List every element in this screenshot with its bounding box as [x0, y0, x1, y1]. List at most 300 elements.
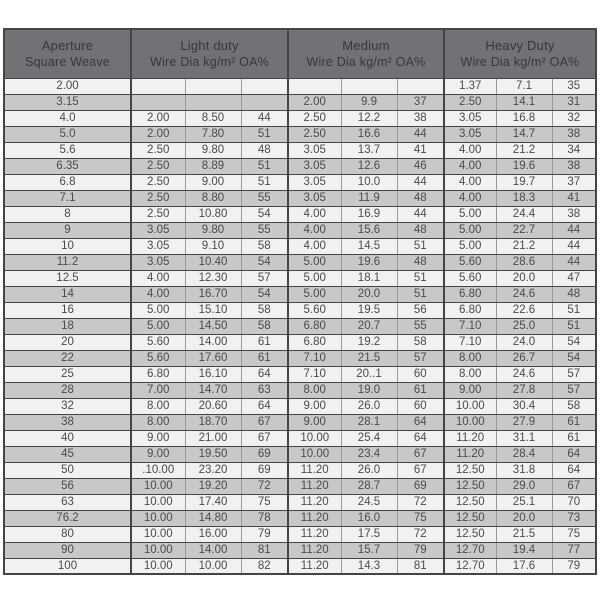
table-cell: 21.2: [496, 142, 552, 158]
table-cell: 24.0: [496, 334, 552, 350]
table-cell: 6.35: [4, 158, 131, 174]
table-cell: 17.6: [496, 558, 552, 574]
table-cell: 10.40: [185, 254, 241, 270]
table-cell: 57: [397, 350, 444, 366]
table-cell: 14.70: [185, 382, 241, 398]
table-cell: 10.00: [131, 526, 185, 542]
table-cell: 19.0: [341, 382, 397, 398]
table-cell: 5.0: [4, 126, 131, 142]
table-cell: 16.10: [185, 366, 241, 382]
table-cell: 81: [241, 542, 288, 558]
table-cell: 16: [4, 302, 131, 318]
table-cell: 28.7: [341, 478, 397, 494]
table-row: [4, 510, 596, 526]
table-cell: 26.7: [496, 350, 552, 366]
table-cell: 82: [241, 558, 288, 574]
table-cell: 5.6: [4, 142, 131, 158]
table-cell: 32: [552, 110, 596, 126]
table-cell: 51: [552, 318, 596, 334]
table-cell: 2.50: [131, 158, 185, 174]
table-cell: 15.6: [341, 222, 397, 238]
table-cell: 45: [4, 446, 131, 462]
table-cell: 38: [4, 414, 131, 430]
table-row: [4, 446, 596, 462]
table-cell: [397, 78, 444, 94]
table-cell: 64: [552, 446, 596, 462]
table-cell: 63: [241, 382, 288, 398]
table-cell: 21.5: [496, 526, 552, 542]
table-cell: 20..1: [341, 366, 397, 382]
table-row: [4, 462, 596, 478]
table-cell: 8.50: [185, 110, 241, 126]
table-cell: 11.20: [288, 526, 341, 542]
table-cell: 18.1: [341, 270, 397, 286]
table-cell: 3.05: [444, 110, 496, 126]
table-cell: 3.05: [288, 142, 341, 158]
table-cell: 3.05: [444, 126, 496, 142]
table-cell: 11.20: [288, 542, 341, 558]
table-cell: 44: [397, 174, 444, 190]
table-cell: 10.00: [131, 510, 185, 526]
table-cell: 28: [4, 382, 131, 398]
table-cell: 12.6: [341, 158, 397, 174]
table-cell: 2.50: [131, 142, 185, 158]
table-row: [4, 398, 596, 414]
table-row: [4, 254, 596, 270]
table-cell: 28.1: [341, 414, 397, 430]
table-cell: 16.70: [185, 286, 241, 302]
table-cell: 77: [552, 542, 596, 558]
header-light-duty-line2: Wire Dia kg/m² OA%: [150, 55, 269, 70]
table-row: [4, 94, 596, 110]
table-cell: 24.6: [496, 286, 552, 302]
table-cell: 60: [397, 366, 444, 382]
table-row: [4, 206, 596, 222]
table-cell: 37: [397, 94, 444, 110]
table-cell: 55: [241, 222, 288, 238]
table-cell: 5.60: [444, 254, 496, 270]
table-row: [4, 110, 596, 126]
table-cell: 7.10: [288, 366, 341, 382]
table-cell: 1.37: [444, 78, 496, 94]
table-cell: 16.8: [496, 110, 552, 126]
table-cell: 35: [552, 78, 596, 94]
table-cell: 5.00: [288, 254, 341, 270]
table-cell: 2.50: [444, 94, 496, 110]
table-cell: 79: [397, 542, 444, 558]
table-cell: 48: [397, 190, 444, 206]
table-cell: 5.60: [131, 334, 185, 350]
table-cell: 7.1: [496, 78, 552, 94]
table-cell: 2.50: [288, 110, 341, 126]
table-row: [4, 286, 596, 302]
table-cell: 31.1: [496, 430, 552, 446]
table-cell: 61: [241, 350, 288, 366]
table-cell: 9.00: [131, 430, 185, 446]
table-cell: 5.00: [444, 238, 496, 254]
table-cell: 4.00: [288, 206, 341, 222]
table-cell: 12.50: [444, 494, 496, 510]
table-cell: 54: [552, 334, 596, 350]
table-row: [4, 302, 596, 318]
table-cell: 38: [552, 206, 596, 222]
table-cell: 51: [241, 126, 288, 142]
table-cell: 75: [552, 526, 596, 542]
table-cell: 20.0: [341, 286, 397, 302]
table-header: [4, 29, 596, 78]
table-cell: 8.00: [444, 350, 496, 366]
table-cell: 10.00: [444, 398, 496, 414]
header-heavy-duty-line1: Heavy Duty: [485, 38, 555, 54]
table-cell: 67: [241, 430, 288, 446]
table-cell: 48: [241, 142, 288, 158]
table-row: [4, 142, 596, 158]
table-cell: 79: [552, 558, 596, 574]
table-cell: 16.6: [341, 126, 397, 142]
table-cell: 51: [397, 238, 444, 254]
table-cell: 73: [552, 510, 596, 526]
table-cell: 9.00: [288, 414, 341, 430]
table-cell: 54: [241, 206, 288, 222]
table-cell: 32: [4, 398, 131, 414]
table-cell: 23.20: [185, 462, 241, 478]
table-cell: 67: [241, 414, 288, 430]
table-cell: 48: [397, 254, 444, 270]
table-cell: 75: [397, 510, 444, 526]
table-cell: 20.0: [496, 510, 552, 526]
table-cell: 21.2: [496, 238, 552, 254]
table-cell: 18.70: [185, 414, 241, 430]
table-cell: 63: [4, 494, 131, 510]
table-cell: 2.00: [131, 126, 185, 142]
table-cell: 75: [241, 494, 288, 510]
table-cell: [185, 94, 241, 110]
table-cell: 10.0: [341, 174, 397, 190]
header-aperture: [4, 29, 131, 78]
table-cell: 48: [397, 222, 444, 238]
table-cell: 100: [4, 558, 131, 574]
table-cell: 81: [397, 558, 444, 574]
table-cell: 28.4: [496, 446, 552, 462]
table-cell: 10.00: [288, 430, 341, 446]
table-cell: 64: [552, 462, 596, 478]
table-cell: 12.50: [444, 478, 496, 494]
header-row: [4, 29, 596, 78]
table-cell: 21.5: [341, 350, 397, 366]
table-cell: 2.50: [131, 190, 185, 206]
table-cell: 19.7: [496, 174, 552, 190]
table-cell: 23.4: [341, 446, 397, 462]
table-row: [4, 558, 596, 574]
table-cell: 16.9: [341, 206, 397, 222]
table-cell: [288, 78, 341, 94]
table-cell: 11.20: [288, 558, 341, 574]
table-cell: 5.00: [131, 318, 185, 334]
table-cell: 58: [241, 238, 288, 254]
table-cell: 46: [397, 158, 444, 174]
table-cell: 3.15: [4, 94, 131, 110]
table-cell: 5.00: [288, 286, 341, 302]
table-cell: 58: [552, 398, 596, 414]
table-cell: 55: [241, 190, 288, 206]
table-cell: 7.10: [288, 350, 341, 366]
table-cell: 20.7: [341, 318, 397, 334]
table-cell: 20.60: [185, 398, 241, 414]
table-cell: 51: [241, 158, 288, 174]
table-cell: 4.00: [131, 286, 185, 302]
table-cell: 8.00: [444, 366, 496, 382]
table-cell: 9.9: [341, 94, 397, 110]
table-cell: 54: [241, 286, 288, 302]
table-cell: 5.60: [288, 302, 341, 318]
table-cell: 72: [397, 526, 444, 542]
table-cell: 12.70: [444, 558, 496, 574]
table-cell: 24.5: [341, 494, 397, 510]
table-cell: 11.20: [444, 430, 496, 446]
table-row: [4, 174, 596, 190]
table-cell: 4.00: [131, 270, 185, 286]
table-cell: 26.0: [341, 398, 397, 414]
table-cell: 69: [397, 478, 444, 494]
table-cell: 11.20: [288, 478, 341, 494]
table-cell: 25.1: [496, 494, 552, 510]
table-row: [4, 526, 596, 542]
table-cell: 7.10: [444, 318, 496, 334]
table-cell: 64: [241, 398, 288, 414]
table-row: [4, 478, 596, 494]
table-cell: 11.20: [444, 446, 496, 462]
table-cell: 3.05: [131, 238, 185, 254]
mesh-spec-table: [3, 28, 597, 575]
table-cell: 14.1: [496, 94, 552, 110]
table-cell: 78: [241, 510, 288, 526]
table-cell: 2.50: [131, 206, 185, 222]
table-cell: 10.00: [444, 414, 496, 430]
header-medium-line2: Wire Dia kg/m² OA%: [306, 55, 426, 70]
header-heavy-duty-line2: Wire Dia kg/m² OA%: [460, 55, 580, 70]
table-cell: 6.80: [288, 318, 341, 334]
header-light-duty: [131, 29, 288, 78]
table-row: [4, 334, 596, 350]
table-cell: 4.00: [444, 174, 496, 190]
table-cell: 61: [241, 334, 288, 350]
table-cell: 38: [552, 126, 596, 142]
table-cell: 6.80: [131, 366, 185, 382]
table-cell: [341, 78, 397, 94]
table-cell: 20: [4, 334, 131, 350]
table-cell: 19.2: [341, 334, 397, 350]
table-row: [4, 542, 596, 558]
table-cell: 57: [552, 366, 596, 382]
table-cell: 7.1: [4, 190, 131, 206]
table-cell: 3.05: [131, 254, 185, 270]
table-cell: 9.00: [131, 446, 185, 462]
table-cell: 57: [241, 270, 288, 286]
table-cell: 41: [552, 190, 596, 206]
table-cell: 2.00: [4, 78, 131, 94]
table-cell: 6.8: [4, 174, 131, 190]
table-cell: 12.2: [341, 110, 397, 126]
table-cell: 60: [397, 398, 444, 414]
table-cell: 31: [552, 94, 596, 110]
table-cell: 12.5: [4, 270, 131, 286]
table-cell: 12.50: [444, 462, 496, 478]
header-aperture-line2: Square Weave: [25, 55, 110, 70]
table-row: [4, 366, 596, 382]
table-cell: 4.00: [444, 158, 496, 174]
table-row: [4, 414, 596, 430]
table-cell: 12.50: [444, 510, 496, 526]
table-cell: 14.80: [185, 510, 241, 526]
table-cell: 44: [397, 126, 444, 142]
table-cell: 15.7: [341, 542, 397, 558]
table-cell: 25.0: [496, 318, 552, 334]
table-cell: 38: [397, 110, 444, 126]
table-cell: 18.3: [496, 190, 552, 206]
table-cell: 56: [397, 302, 444, 318]
table-cell: 8.00: [131, 398, 185, 414]
table-cell: 4.00: [288, 222, 341, 238]
table-cell: 14.5: [341, 238, 397, 254]
header-light-duty-line1: Light duty: [180, 38, 239, 54]
header-aperture-line1: Aperture: [41, 38, 94, 54]
table-cell: 27.9: [496, 414, 552, 430]
table-cell: 8.80: [185, 190, 241, 206]
table-row: [4, 222, 596, 238]
table-row: [4, 238, 596, 254]
table-cell: 67: [552, 478, 596, 494]
table-cell: 67: [397, 446, 444, 462]
table-cell: 9.00: [185, 174, 241, 190]
table-cell: 22: [4, 350, 131, 366]
table-cell: 12.30: [185, 270, 241, 286]
table-cell: 17.5: [341, 526, 397, 542]
table-cell: 8.89: [185, 158, 241, 174]
table-cell: 55: [397, 318, 444, 334]
table-cell: 22.7: [496, 222, 552, 238]
table-cell: 12.50: [444, 526, 496, 542]
table-cell: 64: [397, 414, 444, 430]
table-cell: 3.05: [288, 174, 341, 190]
table-cell: 22.6: [496, 302, 552, 318]
table-cell: 4.00: [444, 142, 496, 158]
table-cell: 18: [4, 318, 131, 334]
table-row: [4, 430, 596, 446]
table-cell: 2.00: [288, 94, 341, 110]
table-cell: 5.00: [131, 302, 185, 318]
table-cell: [185, 78, 241, 94]
table-cell: 5.00: [444, 222, 496, 238]
table-cell: 7.10: [444, 334, 496, 350]
table-cell: 69: [241, 446, 288, 462]
table-cell: 76.2: [4, 510, 131, 526]
table-cell: 44: [241, 110, 288, 126]
table-cell: 6.80: [288, 334, 341, 350]
table-cell: 15.10: [185, 302, 241, 318]
table-cell: 8.00: [131, 414, 185, 430]
table-cell: 12.70: [444, 542, 496, 558]
table-cell: 10.00: [288, 446, 341, 462]
table-row: [4, 382, 596, 398]
table-cell: 5.00: [288, 270, 341, 286]
table-cell: 10: [4, 238, 131, 254]
table-cell: 41: [397, 142, 444, 158]
table-cell: 54: [552, 350, 596, 366]
table-cell: 14.7: [496, 126, 552, 142]
table-cell: 67: [397, 462, 444, 478]
table-cell: 58: [397, 334, 444, 350]
table-cell: 6.80: [444, 286, 496, 302]
table-cell: 19.20: [185, 478, 241, 494]
table-cell: 64: [397, 430, 444, 446]
table-cell: 64: [241, 366, 288, 382]
table-cell: 10.00: [131, 494, 185, 510]
table-cell: 5.60: [131, 350, 185, 366]
table-cell: 14.50: [185, 318, 241, 334]
table-cell: 44: [552, 238, 596, 254]
table-cell: 6.80: [444, 302, 496, 318]
table-cell: [131, 94, 185, 110]
table-cell: 14.00: [185, 334, 241, 350]
table-cell: 16.00: [185, 526, 241, 542]
table-cell: .10.00: [131, 462, 185, 478]
table-cell: 3.05: [131, 222, 185, 238]
table-row: [4, 126, 596, 142]
table-cell: 9.10: [185, 238, 241, 254]
table-cell: [241, 78, 288, 94]
table-cell: 79: [241, 526, 288, 542]
table-cell: 26.0: [341, 462, 397, 478]
table-cell: 3.05: [288, 190, 341, 206]
table-cell: 19.5: [341, 302, 397, 318]
table-cell: 51: [552, 302, 596, 318]
table-cell: 44: [552, 254, 596, 270]
table-cell: 16.0: [341, 510, 397, 526]
table-cell: 2.00: [131, 110, 185, 126]
table-cell: 4.0: [4, 110, 131, 126]
table-cell: 17.60: [185, 350, 241, 366]
table-cell: 2.50: [131, 174, 185, 190]
table-cell: 37: [552, 174, 596, 190]
table-cell: 20.0: [496, 270, 552, 286]
table-cell: [241, 94, 288, 110]
table-cell: 9.00: [288, 398, 341, 414]
table-cell: 19.6: [496, 158, 552, 174]
table-cell: 54: [241, 254, 288, 270]
table-cell: 14.3: [341, 558, 397, 574]
table-row: [4, 190, 596, 206]
table-cell: 50: [4, 462, 131, 478]
table-cell: 44: [397, 206, 444, 222]
table-cell: 14: [4, 286, 131, 302]
table-cell: 72: [241, 478, 288, 494]
table-body: [4, 78, 596, 574]
header-heavy-duty: [444, 29, 596, 78]
table-row: [4, 270, 596, 286]
table-cell: 2.50: [288, 126, 341, 142]
table-cell: 47: [552, 270, 596, 286]
table-cell: 70: [552, 494, 596, 510]
table-cell: 4.00: [288, 238, 341, 254]
table-cell: 25.4: [341, 430, 397, 446]
table-row: [4, 78, 596, 94]
table-cell: 8.00: [288, 382, 341, 398]
table-cell: 57: [552, 382, 596, 398]
table-row: [4, 350, 596, 366]
table-cell: 10.00: [131, 558, 185, 574]
table-cell: 5.00: [444, 206, 496, 222]
table-cell: 80: [4, 526, 131, 542]
